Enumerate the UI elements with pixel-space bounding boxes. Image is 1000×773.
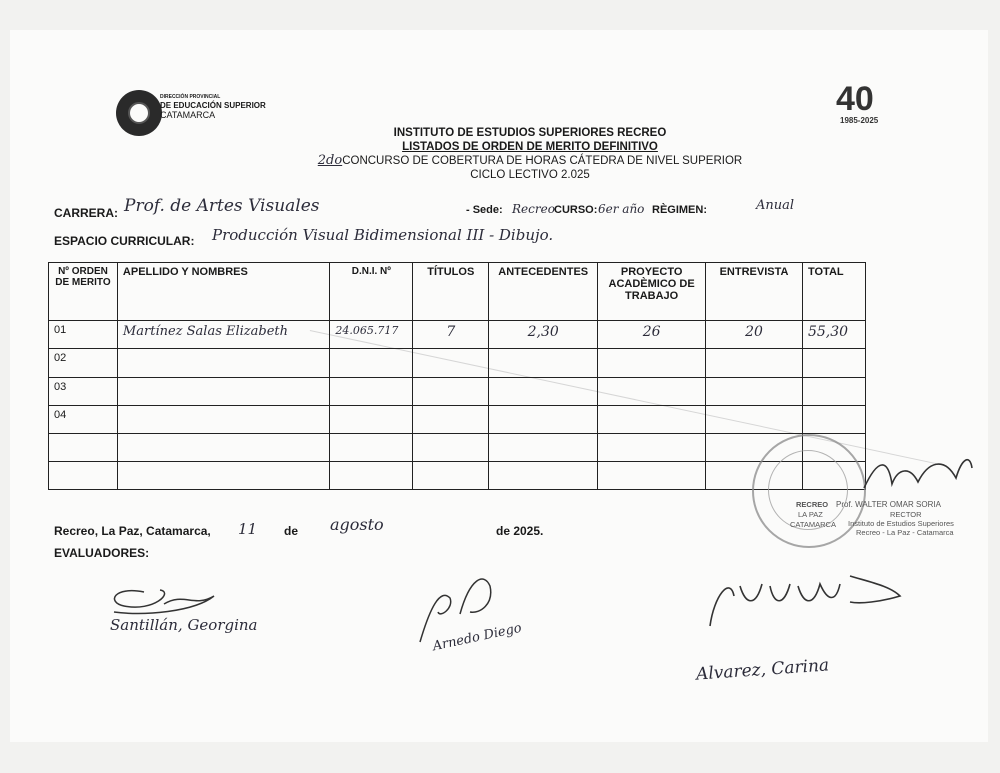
institute-title: INSTITUTO DE ESTUDIOS SUPERIORES RECREO <box>393 127 667 139</box>
table-row <box>49 433 866 461</box>
cell-antecedentes: 2,30 <box>489 321 598 349</box>
cell-nombre <box>117 349 329 377</box>
official-seal <box>752 434 866 548</box>
rector-signature <box>858 448 978 498</box>
evaluator-3-name: Alvarez, Carina <box>695 655 830 685</box>
cell-orden: 03 <box>49 377 118 405</box>
cell-orden <box>49 461 118 489</box>
cell-proyecto <box>598 377 706 405</box>
cell-dni: 24.065.717 <box>330 321 413 349</box>
table-row <box>49 405 866 433</box>
evaluator-1-name: Santillán, Georgina <box>110 616 258 634</box>
contest-number: 2do <box>317 153 343 168</box>
cell-proyecto <box>598 405 706 433</box>
rector-institute: Instituto de Estudios Superiores <box>848 519 954 528</box>
espacio-curricular-value: Producción Visual Bidimensional III - Dibujo. <box>212 226 554 244</box>
list-title: LISTADOS DE ORDEN DE MERITO DEFINITIVO <box>402 141 658 153</box>
contest-line <box>240 154 820 168</box>
logo-emblem-icon <box>116 90 162 136</box>
anniversary-number: 40 <box>836 80 874 118</box>
cell-titulos: 7 <box>413 321 489 349</box>
header-dni: D.N.I. Nº <box>330 263 413 321</box>
cell-proyecto <box>598 349 706 377</box>
cell-titulos <box>413 461 489 489</box>
cell-titulos <box>413 377 489 405</box>
sede-value: Recreo <box>512 202 555 216</box>
header-nombres: APELLIDO Y NOMBRES <box>117 263 329 321</box>
cell-orden: 01 <box>49 321 118 349</box>
carrera-value: Prof. de Artes Visuales <box>124 196 320 216</box>
cell-total: 55,30 <box>802 321 865 349</box>
document-header <box>240 126 820 182</box>
cell-total <box>802 377 865 405</box>
regimen-label: RÈGIMEN: <box>652 204 707 216</box>
cell-orden: 04 <box>49 405 118 433</box>
footer-de: de <box>284 524 299 538</box>
cell-antecedentes <box>489 377 598 405</box>
cell-antecedentes <box>489 461 598 489</box>
cell-orden <box>49 433 118 461</box>
cell-orden: 02 <box>49 349 118 377</box>
logo-line-1: DIRECCIÓN PROVINCIAL <box>160 94 221 100</box>
footer-year: de 2025. <box>496 524 544 538</box>
header-antecedentes: ANTECEDENTES <box>489 263 598 321</box>
cell-total <box>802 349 865 377</box>
anniversary-years: 1985-2025 <box>840 116 879 125</box>
cell-dni <box>330 461 413 489</box>
cell-total <box>802 405 865 433</box>
rector-place: Recreo - La Paz - Catamarca <box>856 528 954 537</box>
logo-line-3: CATAMARCA <box>160 110 216 120</box>
education-logo <box>116 90 266 142</box>
table-row <box>49 377 866 405</box>
cell-titulos <box>413 405 489 433</box>
merit-table <box>48 262 866 490</box>
header-total: TOTAL <box>802 263 865 321</box>
cell-dni <box>330 377 413 405</box>
cell-proyecto: 26 <box>598 321 706 349</box>
evaluator-2-name: Arnedo Diego <box>431 620 523 655</box>
seal-center-text: RECREO <box>796 500 829 509</box>
cell-entrevista: 20 <box>706 321 803 349</box>
seal-bottom-text: LA PAZ <box>798 510 823 519</box>
cell-antecedentes <box>489 433 598 461</box>
cell-nombre <box>117 377 329 405</box>
cell-entrevista <box>706 377 803 405</box>
header-titulos: TÍTULOS <box>413 263 489 321</box>
cell-dni <box>330 405 413 433</box>
table-row <box>49 349 866 377</box>
curso-label: CURSO: <box>554 204 598 216</box>
cell-nombre <box>117 433 329 461</box>
cell-antecedentes <box>489 349 598 377</box>
sede-label: - Sede: <box>466 204 503 216</box>
curso-value: 6er año <box>598 202 645 216</box>
rector-title: RECTOR <box>890 510 922 519</box>
cell-titulos <box>413 433 489 461</box>
cell-nombre <box>117 461 329 489</box>
regimen-value: Anual <box>756 198 795 213</box>
footer-day: 11 <box>238 520 258 538</box>
contest-title: CONCURSO DE COBERTURA DE HORAS CÁTEDRA DE NIVEL SUPERIOR <box>342 155 743 167</box>
seal-province-text: CATAMARCA <box>790 520 836 529</box>
cell-dni <box>330 349 413 377</box>
rector-name: Prof. WALTER OMAR SORIA <box>836 500 941 509</box>
espacio-curricular-label: ESPACIO CURRICULAR: <box>54 234 195 248</box>
header-orden: Nº ORDEN DE MERITO <box>49 263 118 321</box>
table-row <box>49 461 866 489</box>
logo-line-2: DE EDUCACIÓN SUPERIOR <box>160 101 266 110</box>
carrera-label: CARRERA: <box>54 206 118 220</box>
footer-place: Recreo, La Paz, Catamarca, <box>54 524 211 538</box>
cell-proyecto <box>598 433 706 461</box>
evaluator-3-signature <box>700 566 910 636</box>
header-entrevista: ENTREVISTA <box>706 263 803 321</box>
cell-dni <box>330 433 413 461</box>
header-proyecto: PROYECTO ACADÈMICO DE TRABAJO <box>598 263 706 321</box>
cell-titulos <box>413 349 489 377</box>
anniversary-logo <box>836 80 896 128</box>
cell-entrevista <box>706 405 803 433</box>
cell-proyecto <box>598 461 706 489</box>
cell-antecedentes <box>489 405 598 433</box>
cell-nombre <box>117 405 329 433</box>
cell-nombre: Martínez Salas Elizabeth <box>117 321 329 349</box>
table-row <box>49 321 866 349</box>
footer-month: agosto <box>330 515 384 534</box>
table-header-row <box>49 263 866 321</box>
evaluadores-label: EVALUADORES: <box>54 546 150 560</box>
cycle-line: CICLO LECTIVO 2.025 <box>470 169 590 181</box>
cell-entrevista <box>706 349 803 377</box>
